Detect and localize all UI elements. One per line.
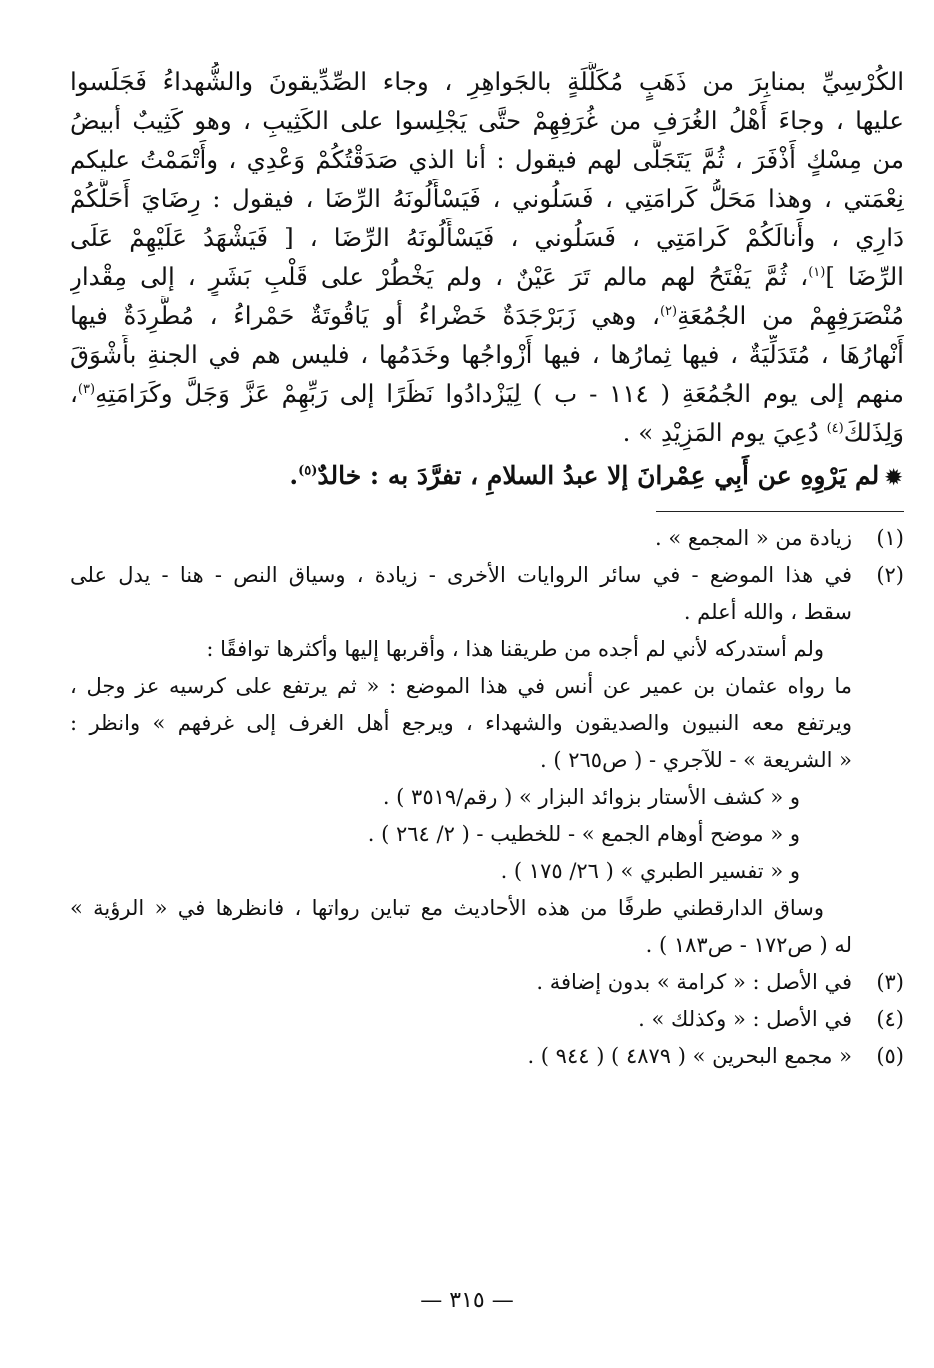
main-line: الكُرْسِيِّ بمنابِرَ من ذَهَبٍ مُكَلَّلَةٍ بالجَواهِرِ ، وجاء الصِّدِّيقونَ والشُّهداءُ فَجَلَسوا: [70, 67, 904, 96]
main-line: دَارِي ، وأَنالَكُمْ كَرامَتِي ، فَسَلُوني ، فَيَسْأَلُونَهُ الرِّضَا ، [ فَيَشْهَدُ عَلَيْهِمْ عَلَى: [70, 223, 904, 252]
star-icon: ✹: [885, 465, 902, 489]
footnote-body: [70, 557, 852, 964]
footnote-line: له ( ص١٧٢ - ص١٨٣ ) .: [645, 933, 852, 957]
main-line: [70, 257, 904, 296]
footnote-number: (٥): [876, 1044, 904, 1068]
footnote-line: في هذا الموضع - في سائر الروايات الأخرى - زيادة ، وسياق النص - هنا - يدل على: [70, 563, 852, 587]
footnote: [70, 1038, 904, 1075]
footnote-separator: [656, 511, 904, 512]
main-line-part: مُنْصَرَفِهِمْ من الجُمُعَةِ: [677, 301, 904, 330]
narration-note-end: .: [289, 461, 299, 490]
footnote: [70, 557, 904, 964]
main-line: عليها ، وجاءَ أَهْلُ الغُرَفِ من غُرَفِهِمْ حتَّى يَجْلِسوا على الكَثِيبِ ، وهو كَثِيبٌ أبيضُ: [70, 106, 904, 135]
main-line-part: ، وهي زَبَرْجَدَةٌ خَضْراءُ أو يَاقُوتَةٌ حَمْراءُ ، مُطَّرِدَةٌ فيها: [70, 301, 660, 330]
footnote-line: و « كشف الأستار بزوائد البزار » ( رقم/٣٥١٩ ) .: [382, 785, 800, 809]
main-text: [70, 62, 904, 452]
footnote-line: زيادة من « المجمع » .: [655, 526, 852, 550]
footnote-number: (١): [876, 526, 904, 550]
footnote-line: « مجمع البحرين » ( ٤٨٧٩ ) ( ٩٤٤ ) .: [527, 1044, 852, 1068]
page-number: — ٣١٥ —: [420, 1288, 514, 1313]
main-line: [70, 413, 904, 452]
footnote-body: [70, 964, 852, 1001]
footnote: [70, 1001, 904, 1038]
footnote-line: وساق الدارقطني طرفًا من هذه الأحاديث مع تباين رواتها ، فانظرها في « الرؤية »: [70, 896, 824, 920]
main-line-part: الرِّضَا ]: [825, 262, 904, 291]
footnote-line: في الأصل : « وكذلك » .: [638, 1007, 852, 1031]
footnote-line: ولم أستدركه لأني لم أجده من طريقنا هذا ، وأقربها إليها وأكثرها توافقًا :: [206, 637, 824, 661]
footnote-marker: (١): [808, 264, 826, 280]
footnote-body: [70, 520, 852, 557]
main-line-part: منهم إلى يوم الجُمُعَةِ ( ١١٤ - ب ) لِيَزْدادُوا نَظَرًا إلى رَبِّهِمْ عَزَّ وَجَلَّ وكَرَامَتِهِ: [95, 379, 904, 408]
footnote-marker: (٤): [826, 420, 844, 436]
footnote-number: (٢): [876, 563, 904, 587]
narration-note-text: لم يَرْوِهِ عن أَبِي عِمْرانَ إلا عبدُ السلامِ ، تفرَّدَ به : خالدٌ: [317, 461, 880, 490]
main-line-part: ،: [70, 379, 78, 408]
main-line: نِعْمَتي ، وهذا مَحَلُّ كَرامَتِي ، فَسَلُوني ، فَيَسْأَلُونَهُ الرِّضَا ، فيقول : رِضَايَ أَحَلَّكُمْ: [70, 184, 904, 213]
footnote-marker: (٥): [298, 463, 318, 479]
main-line-part: دُعِيَ يوم المَزِيْدِ » .: [622, 418, 819, 447]
footnote: [70, 520, 904, 557]
footnote-line: « الشريعة » - للآجري - ( ص٢٦٥ ) .: [540, 748, 852, 772]
footnote-line: و « موضح أوهام الجمع » - للخطيب - ( ٢/ ٢٦٤ ) .: [367, 822, 800, 846]
narration-note: [70, 456, 904, 497]
footnotes: [70, 520, 904, 1075]
footnote-marker: (٢): [659, 303, 678, 319]
footnote-body: [70, 1001, 852, 1038]
main-line: [70, 374, 904, 413]
page-content: [70, 62, 904, 1075]
footnote-number: (٤): [876, 1007, 904, 1031]
main-line-part: وَلِذَلكَ: [843, 418, 904, 447]
footnote: [70, 964, 904, 1001]
footnote-line: سقط ، والله أعلم .: [683, 600, 852, 624]
footnote-line: ما رواه عثمان بن عمير عن أنس في هذا الموضع : « ثم يرتفع على كرسيه عز وجل ،: [70, 674, 852, 698]
main-line-part: ، ثُمَّ يَفْتَحُ لهم مالم تَرَ عَيْنٌ ، ولم يَخْطُرْ على قَلْبِ بَشَرٍ ، إلى مِقْدارِ: [70, 262, 809, 291]
footnote-line: ويرتفع معه النبيون والصديقون والشهداء ، ويرجع أهل الغرف إلى غرفهم » وانظر :: [70, 711, 852, 735]
main-line: أَنْهارُهَا ، مُتَدَلِّيَةٌ ، فيها ثِمارُها ، فيها أَزْواجُها وخَدَمُها ، فليس هم في الجنةِ بأَشْوَقَ: [70, 340, 904, 369]
footnote-body: [70, 1038, 852, 1075]
main-line: من مِسْكٍ أَذْفَرَ ، ثُمَّ يَتَجَلَّى لهم فيقول : أنا الذي صَدَقْتُكُمْ وَعْدِي ، وأَتْمَمْتُ عليكم: [70, 145, 904, 174]
footnote-line: في الأصل : « كرامة » بدون إضافة .: [536, 970, 852, 994]
footnote-number: (٣): [876, 970, 904, 994]
footnote-line: و « تفسير الطبري » ( ٢٦/ ١٧٥ ) .: [500, 859, 800, 883]
footnote-marker: (٣): [77, 381, 96, 397]
main-line: [70, 296, 904, 335]
